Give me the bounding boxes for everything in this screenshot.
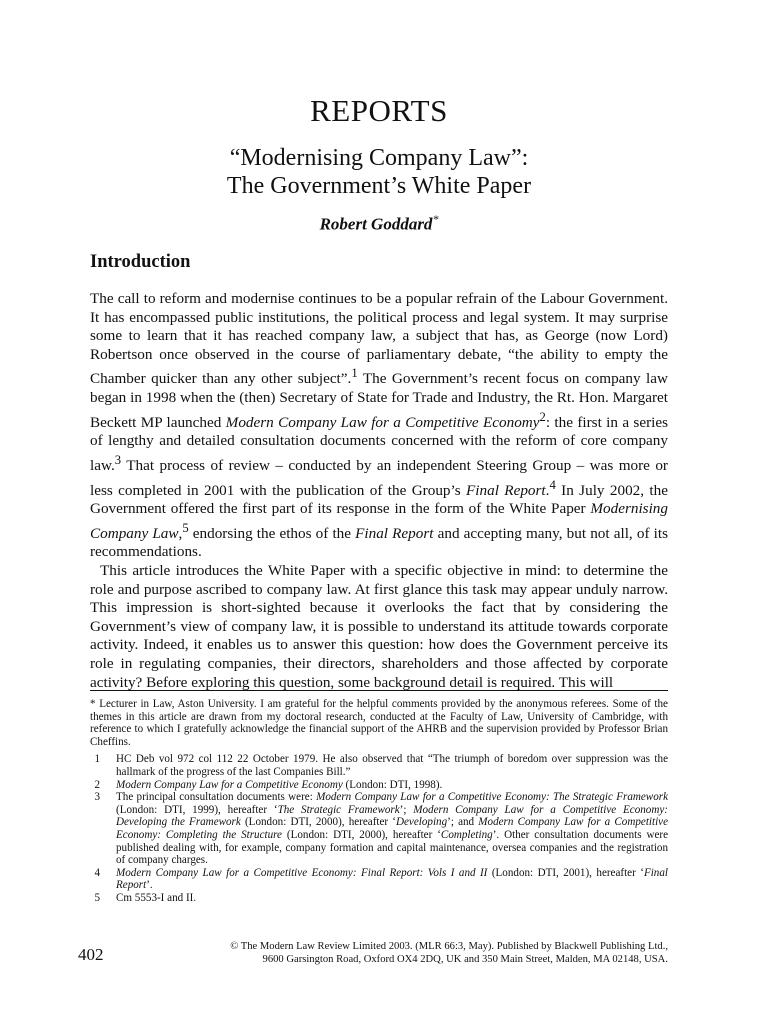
footnote-ref-4: 4 [549,477,556,492]
footnote-ref-3: 3 [114,452,122,467]
footnote-5: 5 Cm 5553-I and II. [94,891,197,904]
title-line-2: The Government’s White Paper [226,173,532,199]
footnote-2: 2 Modern Company Law for a Competitive Economy (London: DTI, 1998). [94,778,443,791]
copyright-line-1: © The Modern Law Review Limited 2003. (MLR 66:3, May). Published by Blackwell Publishing Ltd., [230,941,668,952]
introduction-heading: Introduction [90,252,191,272]
copyright-line-2: 9600 Garsington Road, Oxford OX4 2DQ, UK and 350 Main Street, Malden, MA 02148, USA. [262,954,668,965]
title-line-1: “Modernising Company Law”: [229,145,529,171]
section-title: REPORTS [310,93,448,128]
copyright-notice [160,940,668,966]
paragraph-2: This article introduces the White Paper with a specific objective in mind: to determine the role and purpose ascribed to company law. At first glance this task may appear unduly narrow. This impression is short-sighted because it overlooks the fact that by considering the Government’s view of company law, it is possible to understand its attitude towards corporate activity. Indeed, it enables us to answer this question: how does the Government perceive its role in regulating companies, their directors, shareholders and those affected by corporate activity? Before exploring this question, some background detail is required. This will [90,562,668,691]
footnote-3: 3 The principal consultation documents were: Modern Company Law for a Competitive Economy: The Strategic Framework (London: DTI, 1999), hereafter ‘The Strategic Framework’; Modern Company Law for a Competitive Economy: Developing the Framework (London: DTI, 2000), hereafter ‘Developing’; and Modern Company Law for a Competitive Economy: Completing the Structure (London: DTI, 2000), hereafter ‘Completing’. Other consultation documents were published dealing with, for example, company formation and capital maintenance, oversea companies and the registration of company charges. [94,791,669,867]
article-body [90,290,668,692]
footnote-divider [90,690,668,691]
footnote-list [90,753,668,904]
author-note: * Lecturer in Law, Aston University. I am grateful for the helpful comments provided by the anonymous referees. Some of the themes in this article are drawn from my doctoral research, conducted at the Faculty of Law, University of Cambridge, with reference to which I gratefully acknowledge the financial support of the AHRB and the supervision provided by Professor Brian Cheffins. [90,698,668,748]
page-number: 402 [78,945,104,964]
author-byline [90,212,668,235]
footnote-1: 1 HC Deb vol 972 col 112 22 October 1979. He also observed that “The triumph of boredom over suppression was the hallmark of the progress of the last Companies Bill.” [94,753,668,778]
footnote-ref-1: 1 [351,366,358,381]
footnote-ref-2: 2 [539,409,546,424]
footnotes [90,698,668,905]
footnote-4: 4 Modern Company Law for a Competitive Economy: Final Report: Vols I and II (London: DTI, 2001), hereafter ‘Final Report’. [94,866,668,892]
author-footnote-mark: * [432,212,439,226]
article-title [90,144,668,200]
footnote-ref-5: 5 [182,520,189,535]
author-name: Robert Goddard [319,214,433,234]
paragraph-1: The call to reform and modernise continues to be a popular refrain of the Labour Government. It has encompassed public institutions, the political process and legal system. It may surprise some to learn that it has reached company law, a subject that has, as George (now Lord) Robertson once observed in the course of parliamentary debate, “the ability to empty the Chamber quicker than any other subject”.$^1$ The Government’s recent focus on company law began in 1998 when the (then) Secretary of State for Trade and Industry, the Rt. Hon. Margaret Beckett MP launched Modern Company Law for a Competitive Economy$^2$: the first in a series of lengthy and detailed consultation documents concerned with the reform of core company law.$^3$ That process of review – conducted by an independent Steering Group – was more or less completed in 2001 with the publication of the Group’s Final Report.$^4$ In July 2002, the Government offered the first part of its response in the form of the White Paper Modernising Company Law,$^5$ endorsing the ethos of the Final Report and accepting many, but not all, of its recommendations. [90,290,669,561]
